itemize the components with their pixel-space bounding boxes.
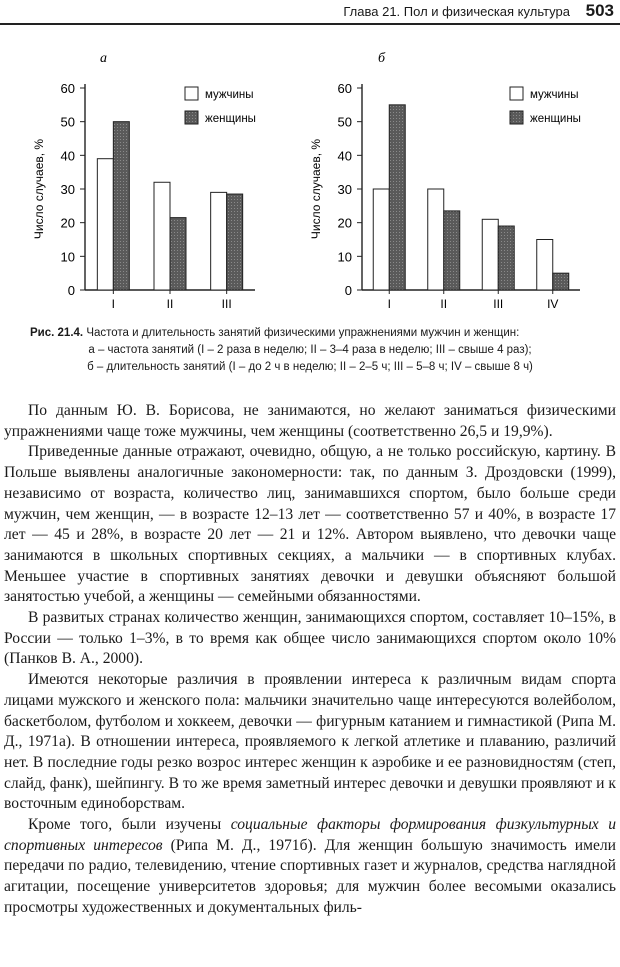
paragraph-3: В развитых странах количество женщин, занимающихся спортом, составляет 10–15%, в России — только 1–3%, в то время как общее число занимающихся спортом около 10% (Панков В. А., 2000). (4, 609, 616, 668)
chart-a-bar-women (170, 218, 186, 290)
chart-b-y-tick-label: 0 (344, 283, 352, 298)
chart-b-y-tick-label: 30 (337, 182, 352, 197)
paragraph-2: Приведенные данные отражают, очевидно, общую, а не только российскую, картину. В Польше выявлены аналогичные закономерности: так, по данным З. Дроздовски (1999), независимо от возраста, количество лиц, занимавшихся спортом, было больше среди мужчин, чем женщин, — в возрасте 12–13 лет — соответственно 57 и 40%, в возрасте 17 лет — 45 и 28%, в возрасте 20 лет — 21 и 12%. Автором выявлено, что девочки чаще занимаются в школьных спортивных секциях, а мальчики — в спортивных клубах. Меньшее участие в спортивных занятиях девочки и девушки объясняют большой занятостью учебой, а женщины — семейными обязанностями. (4, 443, 616, 606)
chart-a-legend-swatch (185, 111, 198, 124)
chart-a-legend-label: мужчины (205, 89, 254, 101)
caption-line-3: б – длительность занятий (I – до 2 ч в неделю; II – 2–5 ч; III – 5–8 ч; IV – свыше 8 ч) (87, 361, 533, 373)
chart-b-x-tick-label: IV (547, 297, 559, 311)
paragraph-5 (4, 815, 616, 919)
chapter-title: Глава 21. Пол и физическая культура (343, 4, 570, 19)
chart-b-x-tick-label: II (440, 297, 448, 311)
paragraph-5-start: Кроме того, были изучены (28, 816, 231, 834)
chart-a-bar-men (154, 182, 170, 290)
page-number: 503 (585, 1, 614, 20)
chart-a-x-tick-label: II (166, 297, 174, 311)
chart-b-y-tick-label: 20 (337, 215, 352, 231)
chart-a-y-axis-label: Число случаев, % (32, 138, 46, 240)
chart-a-y-tick-label: 10 (60, 249, 75, 265)
chart-a-y-tick-label: 0 (67, 283, 75, 298)
chart-b-legend-swatch (510, 87, 523, 100)
chart-b-legend-label: женщины (530, 113, 581, 125)
chart-b-bar-men (482, 219, 498, 290)
caption-label: Рис. 21.4. (30, 327, 84, 339)
chart-b-x-tick-label: III (493, 297, 504, 311)
chart-b-y-tick-label: 60 (337, 81, 352, 96)
chart-a-x-tick-label: III (221, 297, 232, 311)
chart-b-y-tick-label: 10 (337, 249, 352, 265)
chart-b-legend-swatch (510, 111, 523, 124)
chart-b-y-tick-label: 50 (337, 114, 352, 130)
figure-caption (30, 325, 590, 376)
chart-a-y-tick-label: 50 (60, 114, 75, 130)
paragraph-4: Имеются некоторые различия в проявлении интереса к различным видам спорта лицами мужского и женского пола: мальчики значительно чаще интересуются волейболом, баскетболом, футболом и хоккеем, девочки — фигурным катанием и гимнастикой (Рипа М. Д., 1971а). В отношении интереса, проявляемого к легкой атлетике и плаванию, различий нет. В последние годы резко возрос интерес женщин к аэробике и ее разновидностям (степ, слайд, фанк), шейпингу. В то же время заметный интерес девочки и девушки проявляют и к восточным единоборствам. (4, 671, 616, 813)
chart-b-bar-men (428, 189, 444, 290)
chart-b-x-tick-label: I (387, 297, 391, 311)
chart-b-panel-label: б (378, 51, 386, 66)
chart-a-legend-swatch (185, 87, 198, 100)
chart-b-bar-women (498, 226, 514, 290)
chart-a-panel-label: а (100, 51, 107, 66)
paragraph-1: По данным Ю. В. Борисова, не занимаются, но желают заниматься физическими упражнениями чаще тоже мужчины, чем женщины (соответственно 26,5 и 19,9%). (4, 402, 616, 440)
chart-a-bar-women (113, 122, 129, 290)
chart-a-y-tick-label: 60 (60, 81, 75, 96)
chart-a-bar-women (227, 194, 243, 290)
paragraph-5-rest: (Рипа М. Д., 1971б). Для женщин большую значимость имели передачи по радио, телевидению, чтение спортивных газет и журналов, средства наглядной агитации, посещение университетов здоровья; для мужчин более весомыми оказались просмотры художественных и документальных филь- (4, 836, 616, 916)
chart-a-x-tick-label: I (111, 297, 116, 311)
chart-a-bar-men (97, 159, 113, 290)
chart-a-y-tick-label: 20 (60, 215, 75, 231)
caption-line-1: Частота и длительность занятий физическими упражнениями мужчин и женщин: (86, 327, 520, 339)
figure-21-4 (0, 40, 620, 320)
chart-a-bar-men (211, 192, 227, 290)
chart-b-bar-women (444, 211, 460, 290)
body-text (4, 401, 616, 919)
chart-b-bar-men (537, 240, 553, 291)
chart-a-legend-label: женщины (205, 113, 256, 125)
chart-b-legend-label: мужчины (530, 89, 579, 101)
chart-a-y-tick-label: 40 (60, 148, 75, 164)
chart-b-y-tick-label: 40 (337, 148, 352, 164)
caption-line-2: а – частота занятий (I – 2 раза в неделю; II – 3–4 раза в неделю; III – свыше 4 раз); (88, 344, 532, 356)
chart-b-bar-men (373, 189, 389, 290)
chart-b-bar-women (389, 105, 405, 290)
running-header (0, 0, 620, 30)
chart-a-y-tick-label: 30 (60, 182, 75, 197)
chart-b-bar-women (553, 273, 569, 290)
chart-b-y-axis-label: Число случаев, % (309, 138, 323, 240)
paragraph-5-italic: социальные факторы формирования физкультурных и спортивных интересов (4, 816, 616, 854)
header-rule (0, 23, 620, 25)
